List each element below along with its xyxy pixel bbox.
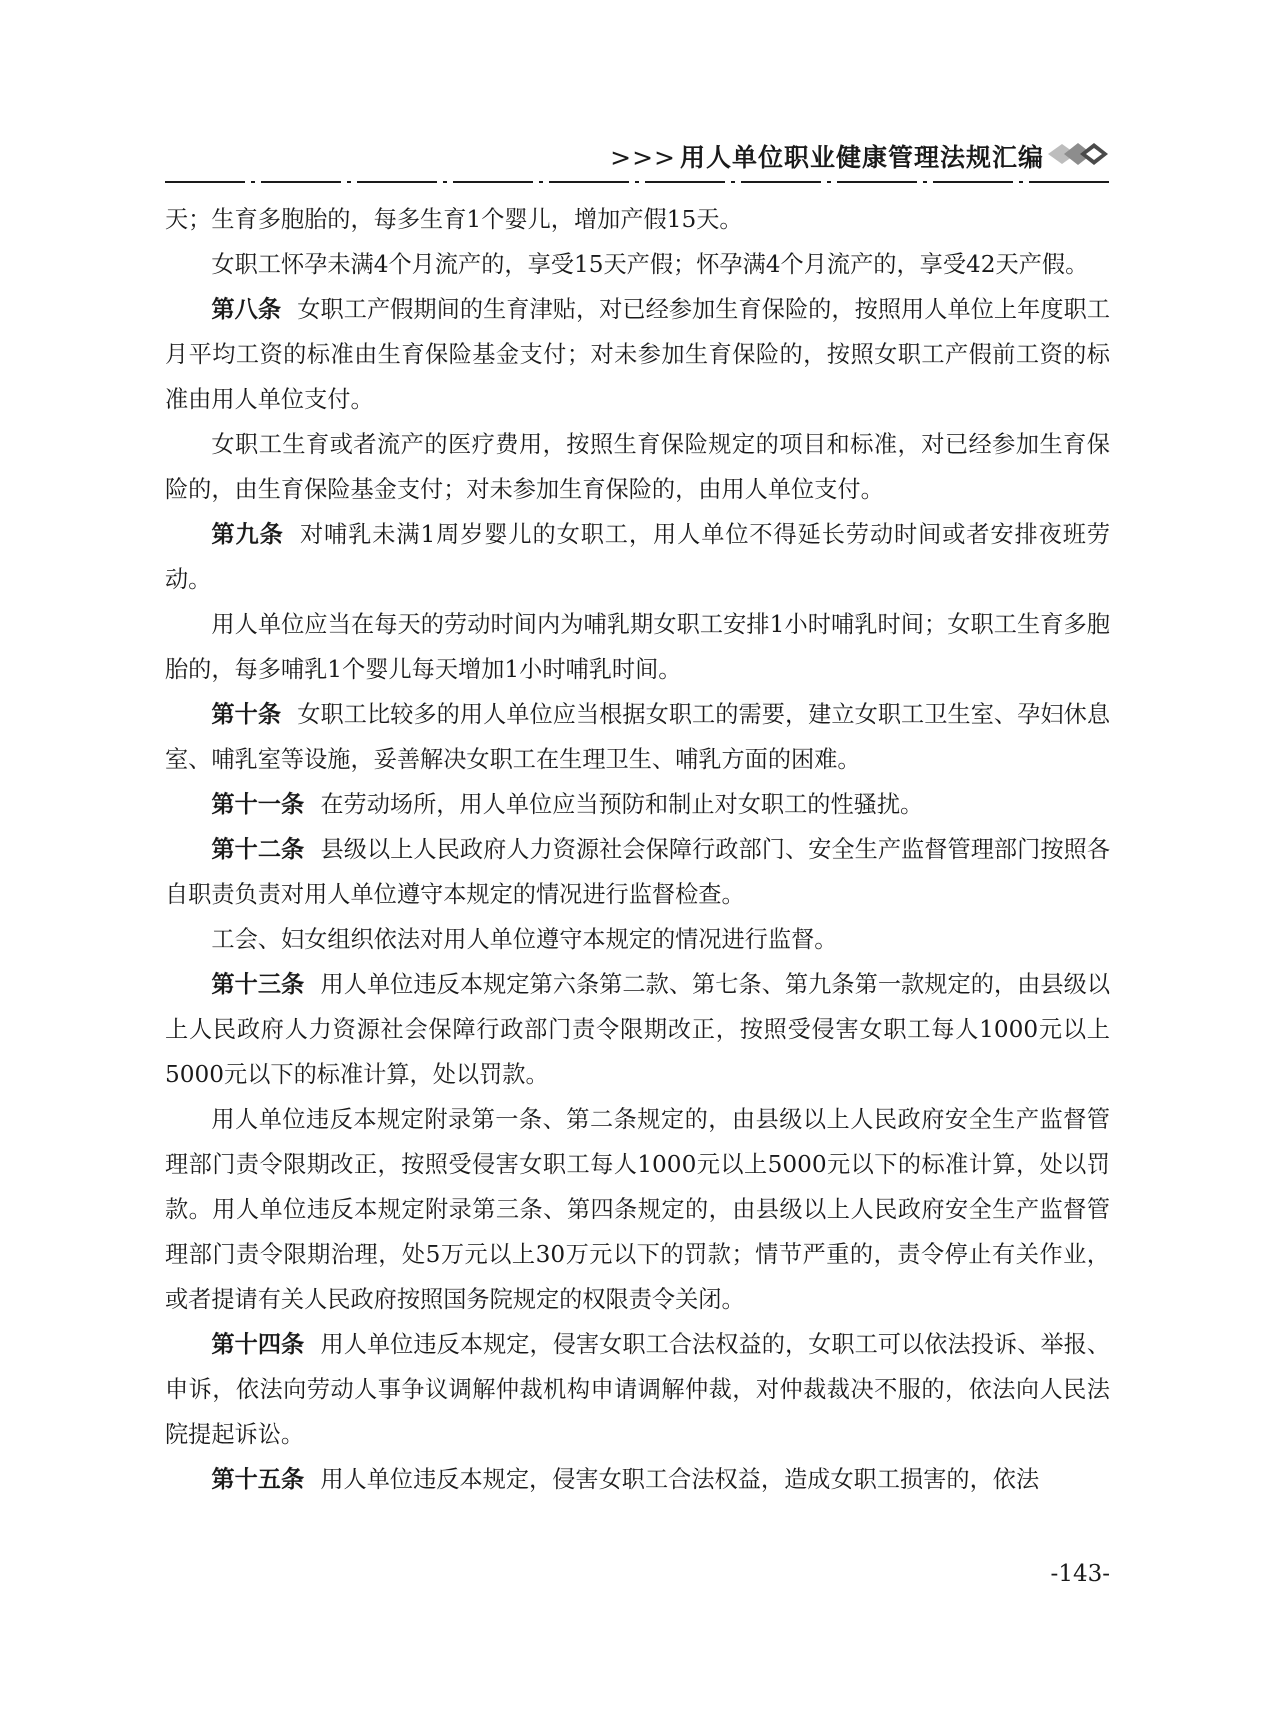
paragraph	[165, 1322, 1110, 1457]
header-dashed-rule	[165, 178, 1110, 186]
paragraph-text: 用人单位应当在每天的劳动时间内为哺乳期女职工安排1小时哺乳时间；女职工生育多胞胎的，每多哺乳1个婴儿每天增加1小时哺乳时间。	[165, 611, 1110, 683]
book-title: 用人单位职业健康管理法规汇编	[679, 143, 1044, 172]
paragraph-text: 用人单位违反本规定第六条第二款、第七条、第九条第一款规定的，由县级以上人民政府人力资源社会保障行政部门责令限期改正，按照受侵害女职工每人1000元以上5000元以下的标准计算，处以罚款。	[165, 971, 1111, 1088]
header-arrows: >>>	[610, 143, 676, 172]
body-text	[165, 197, 1110, 1502]
paragraph-text: 用人单位违反本规定附录第一条、第二条规定的，由县级以上人民政府安全生产监督管理部门责令限期改正，按照受侵害女职工每人1000元以上5000元以下的标准计算，处以罚款。用人单位违反本规定附录第三条、第四条规定的，由县级以上人民政府安全生产监督管理部门责令限期治理，处5万元以上30万元以下的罚款；情节严重的，责令停止有关作业，或者提请有关人民政府按照国务院规定的权限责令关闭。	[165, 1106, 1110, 1313]
paragraph	[165, 692, 1110, 782]
article-number: 第十四条	[211, 1331, 305, 1358]
paragraph	[165, 1097, 1110, 1322]
paragraph	[165, 287, 1110, 422]
paragraph	[165, 827, 1110, 917]
paragraph-text: 在劳动场所，用人单位应当预防和制止对女职工的性骚扰。	[320, 791, 924, 818]
paragraph	[165, 512, 1110, 602]
article-number: 第十三条	[211, 971, 305, 998]
article-number: 第十一条	[211, 791, 305, 818]
paragraph-text: 用人单位违反本规定，侵害女职工合法权益的，女职工可以依法投诉、举报、申诉，依法向劳动人事争议调解仲裁机构申请调解仲裁，对仲裁裁决不服的，依法向人民法院提起诉讼。	[165, 1331, 1111, 1448]
paragraph-text: 天；生育多胞胎的，每多生育1个婴儿，增加产假15天。	[165, 206, 743, 233]
article-number: 第十五条	[211, 1466, 305, 1493]
paragraph	[165, 242, 1110, 287]
paragraph-text: 用人单位违反本规定，侵害女职工合法权益，造成女职工损害的，依法	[320, 1466, 1040, 1493]
paragraph	[165, 917, 1110, 962]
article-number: 第八条	[211, 296, 282, 323]
diamond-ornament-icon	[1046, 140, 1110, 168]
page-number: -143-	[1050, 1561, 1110, 1587]
paragraph-text: 女职工比较多的用人单位应当根据女职工的需要，建立女职工卫生室、孕妇休息室、哺乳室等设施，妥善解决女职工在生理卫生、哺乳方面的困难。	[165, 701, 1111, 773]
paragraph	[165, 1457, 1110, 1502]
paragraph-text: 工会、妇女组织依法对用人单位遵守本规定的情况进行监督。	[211, 926, 838, 953]
paragraph-text: 女职工产假期间的生育津贴，对已经参加生育保险的，按照用人单位上年度职工月平均工资的标准由生育保险基金支付；对未参加生育保险的，按照女职工产假前工资的标准由用人单位支付。	[165, 296, 1111, 413]
article-number: 第九条	[211, 521, 284, 548]
paragraph	[165, 782, 1110, 827]
paragraph-text: 女职工生育或者流产的医疗费用，按照生育保险规定的项目和标准，对已经参加生育保险的，由生育保险基金支付；对未参加生育保险的，由用人单位支付。	[165, 431, 1110, 503]
paragraph	[165, 962, 1110, 1097]
paragraph	[165, 197, 1110, 242]
paragraph	[165, 602, 1110, 692]
running-header-title	[610, 138, 1044, 174]
article-number: 第十二条	[211, 836, 305, 863]
running-header	[165, 130, 1110, 190]
paragraph-text: 对哺乳未满1周岁婴儿的女职工，用人单位不得延长劳动时间或者安排夜班劳动。	[165, 521, 1111, 593]
paragraph-text: 女职工怀孕未满4个月流产的，享受15天产假；怀孕满4个月流产的，享受42天产假。	[211, 251, 1089, 278]
article-number: 第十条	[211, 701, 282, 728]
paragraph	[165, 422, 1110, 512]
paragraph-text: 县级以上人民政府人力资源社会保障行政部门、安全生产监督管理部门按照各自职责负责对用人单位遵守本规定的情况进行监督检查。	[165, 836, 1111, 908]
